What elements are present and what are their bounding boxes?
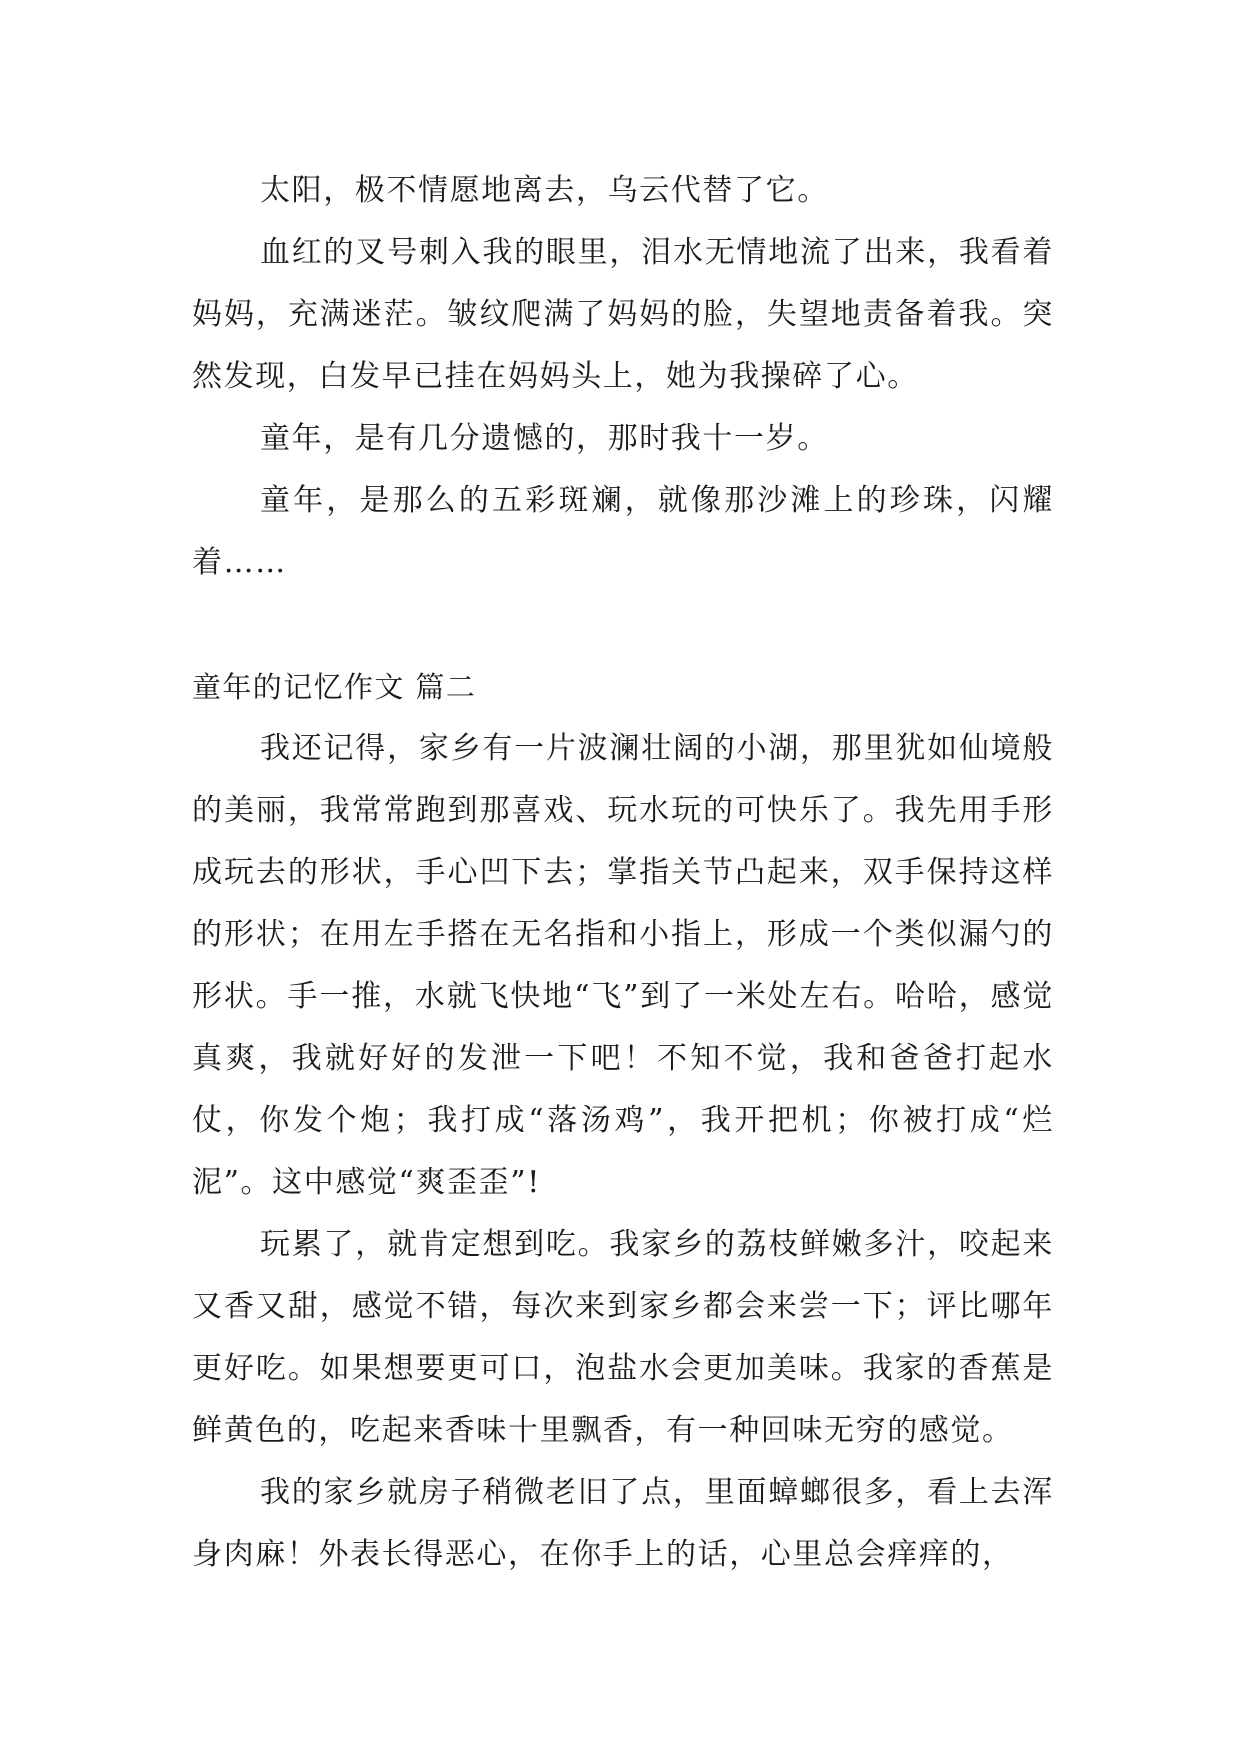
paragraph: 我还记得，家乡有一片波澜壮阔的小湖，那里犹如仙境般的美丽，我常常跑到那喜戏、玩水玩的可快乐了。我先用手形成玩去的形状，手心凹下去；掌指关节凸起来，双手保持这样的形状；在用左手搭在无名指和小指上，形成一个类似漏勺的形状。手一推，水就飞快地“飞”到了一米处左右。哈哈，感觉真爽，我就好好的发泄一下吧！不知不觉，我和爸爸打起水仗，你发个炮；我打成“落汤鸡”，我开把机；你被打成“烂泥”。这中感觉“爽歪歪”! bbox=[192, 731, 1054, 1200]
paragraph: 太阳，极不情愿地离去，乌云代替了它。 bbox=[260, 173, 829, 208]
paragraph: 血红的叉号刺入我的眼里，泪水无情地流了出来，我看着妈妈，充满迷茫。皱纹爬满了妈妈的脸，失望地责备着我。突然发现，白发早已挂在妈妈头上，她为我操碎了心。 bbox=[192, 235, 1054, 394]
paragraph: 玩累了，就肯定想到吃。我家乡的荔枝鲜嫩多汁，咬起来又香又甜，感觉不错，每次来到家乡都会来尝一下；评比哪年更好吃。如果想要更可口，泡盐水会更加美味。我家的香蕉是鲜黄色的，吃起来香味十里飘香，有一种回味无穷的感觉。 bbox=[192, 1227, 1054, 1448]
article-body bbox=[192, 160, 1054, 1586]
paragraph: 我的家乡就房子稍微老旧了点，里面蟑螂很多，看上去浑身肉麻！外表长得恶心，在你手上的话，心里总会痒痒的， bbox=[192, 1475, 1054, 1572]
section-heading: 童年的记忆作文 篇二 bbox=[192, 670, 477, 704]
paragraph: 童年，是那么的五彩斑斓，就像那沙滩上的珍珠，闪耀着…… bbox=[192, 483, 1054, 580]
paragraph: 童年，是有几分遗憾的，那时我十一岁。 bbox=[260, 421, 829, 456]
